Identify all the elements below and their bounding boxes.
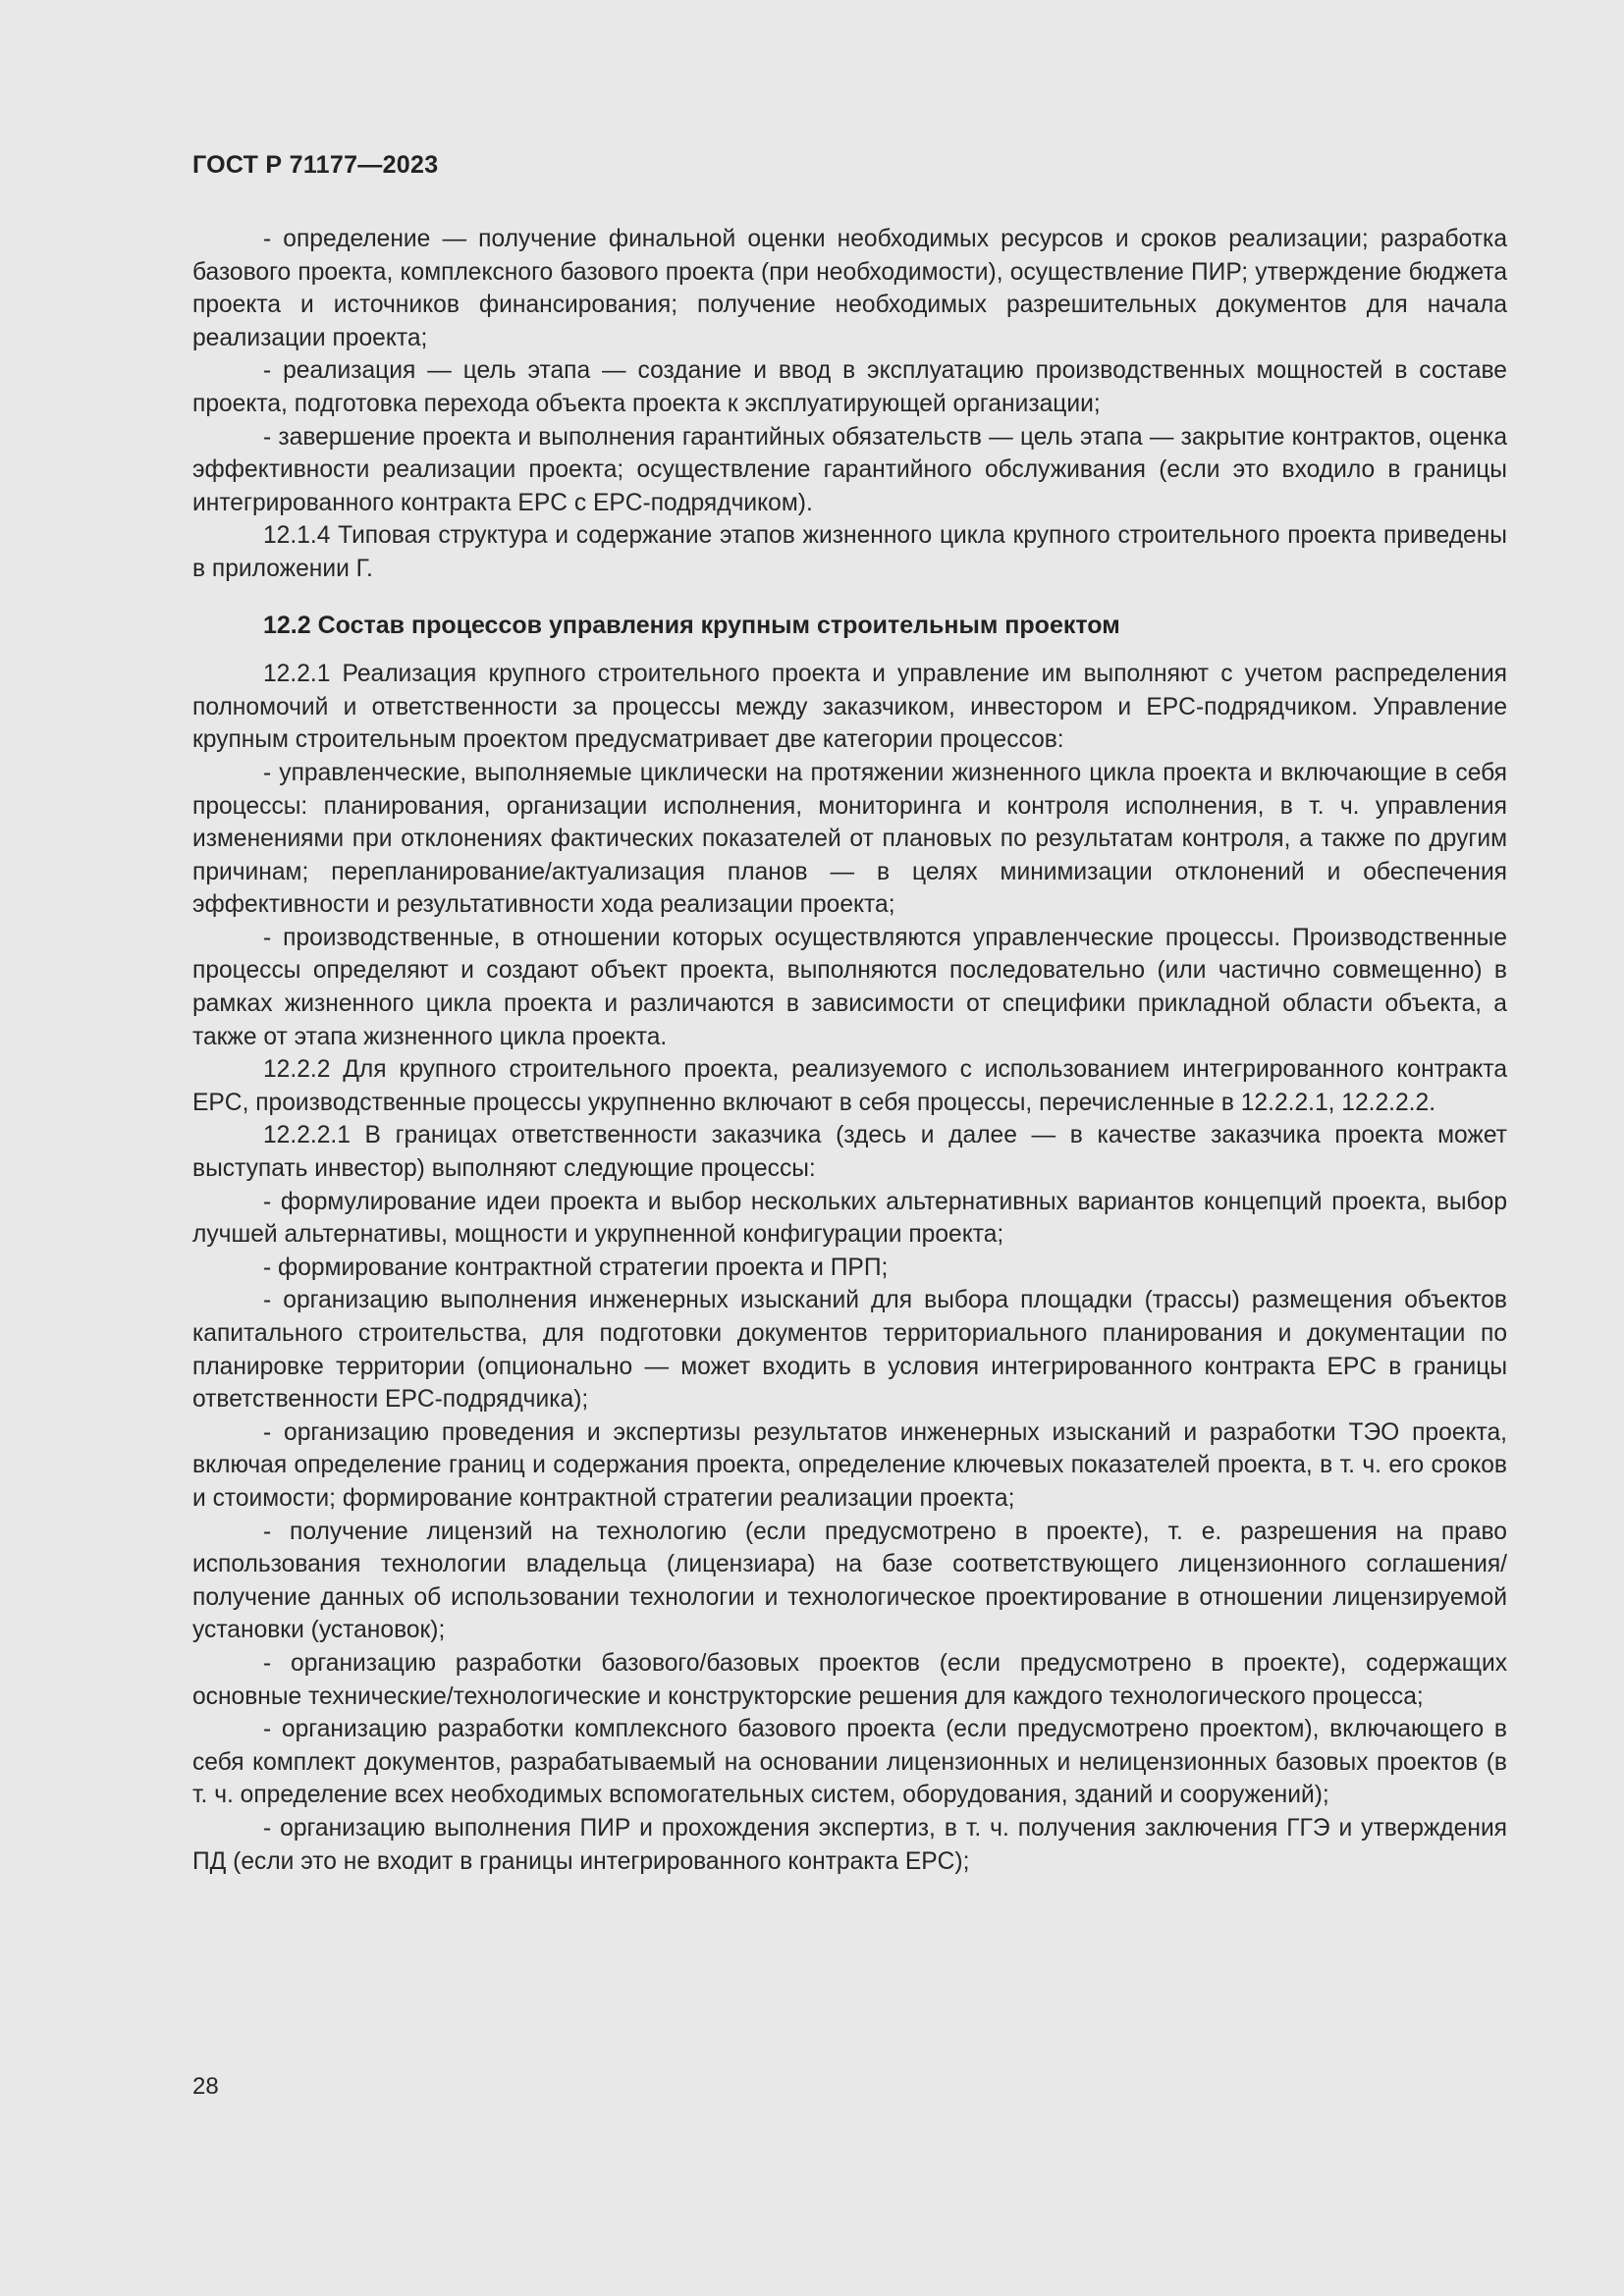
paragraph: - организацию выполнения инженерных изысканий для выбора площадки (трассы) размещения объектов капитального строительства, для подготовки документов территориального планирования и документации по планировке территории (опционально — может входить в условия интегрированного контракта EPC в границы ответственности EPC-подрядчика);	[192, 1287, 1507, 1414]
paragraph: 12.2.2 Для крупного строительного проекта, реализуемого с использованием интегрированного контракта EPC, производственные процессы укрупненно включают в себя процессы, перечисленные в 12.2.2.1, 12.2.2.2.	[192, 1056, 1507, 1116]
paragraph: - управленческие, выполняемые циклически на протяжении жизненного цикла проекта и включающие в себя процессы: планирования, организации исполнения, мониторинга и контроля исполнения, в т. ч. управления изменениями при отклонениях фактических показателей от плановых по результатам контроля, а также по другим причинам; перепланирование/актуализация планов — в целях минимизации отклонений и обеспечения эффективности и результативности хода реализации проекта;	[192, 759, 1507, 919]
paragraph: - формулирование идеи проекта и выбор нескольких альтернативных вариантов концепций проекта, выбор лучшей альтернативы, мощности и укрупненной конфигурации проекта;	[192, 1188, 1507, 1249]
paragraph: - организацию проведения и экспертизы результатов инженерных изысканий и разработки ТЭО проекта, включая определение границ и содержания проекта, определение ключевых показателей проекта, в т. ч. его сроков и стоимости; формирование контрактной стратегии реализации проекта;	[192, 1418, 1507, 1512]
paragraph: - завершение проекта и выполнения гарантийных обязательств — цель этапа — закрытие контрактов, оценка эффективности реализации проекта; осуществление гарантийного обслуживания (если это входило в границы интегрированного контракта EPC с EPC-подрядчиком).	[192, 423, 1507, 516]
paragraph: - организацию разработки базового/базовых проектов (если предусмотрено в проекте), содержащих основные технические/технологические и конструкторские решения для каждого технологического процесса;	[192, 1649, 1507, 1710]
paragraph: 12.2.2.1 В границах ответственности заказчика (здесь и далее — в качестве заказчика проекта может выступать инвестор) выполняют следующие процессы:	[192, 1122, 1507, 1183]
paragraph: - определение — получение финальной оценки необходимых ресурсов и сроков реализации; разработка базового проекта, комплексного базового проекта (при необходимости), осуществление ПИР; утверждение бюджета проекта и источников финансирования; получение необходимых разрешительных документов для начала реализации проекта;	[192, 226, 1507, 351]
paragraph: 12.1.4 Типовая структура и содержание этапов жизненного цикла крупного строительного проекта приведены в приложении Г.	[192, 522, 1507, 582]
page-body	[192, 223, 1507, 1878]
section-heading: 12.2 Состав процессов управления крупным строительным проектом	[263, 611, 1120, 639]
paragraph: - организацию разработки комплексного базового проекта (если предусмотрено проектом), включающего в себя комплект документов, разрабатываемый на основании лицензионных и нелицензионных базовых проектов (в т. ч. определение всех необходимых вспомогательных систем, оборудования, зданий и сооружений);	[192, 1716, 1507, 1809]
paragraph: 12.2.1 Реализация крупного строительного проекта и управление им выполняют с учетом распределения полномочий и ответственности за процессы между заказчиком, инвестором и EPC-подрядчиком. Управление крупным строительным проектом предусматривает две категории процессов:	[192, 661, 1507, 754]
page-number: 28	[192, 2073, 219, 2100]
paragraph: - получение лицензий на технологию (если предусмотрено в проекте), т. е. разрешения на право использования технологии владельца (лицензиара) на базе соответствующего лицензионного соглашения/получение данных об использовании технологии и технологическое проектирование в отношении лицензируемой установки (установок);	[192, 1518, 1507, 1644]
paragraph: - формирование контрактной стратегии проекта и ПРП;	[263, 1254, 889, 1281]
paragraph: - производственные, в отношении которых осуществляются управленческие процессы. Производственные процессы определяют и создают объект проекта, выполняются последовательно (или частично совмещенно) в рамках жизненного цикла проекта и различаются в зависимости от специфики прикладной области объекта, а также от этапа жизненного цикла проекта.	[192, 924, 1507, 1050]
paragraph: - организацию выполнения ПИР и прохождения экспертиз, в т. ч. получения заключения ГГЭ и утверждения ПД (если это не входит в границы интегрированного контракта EPC);	[192, 1814, 1507, 1875]
document-code-header: ГОСТ Р 71177—2023	[192, 151, 439, 179]
paragraph: - реализация — цель этапа — создание и ввод в эксплуатацию производственных мощностей в составе проекта, подготовка перехода объекта проекта к эксплуатирующей организации;	[192, 357, 1507, 417]
